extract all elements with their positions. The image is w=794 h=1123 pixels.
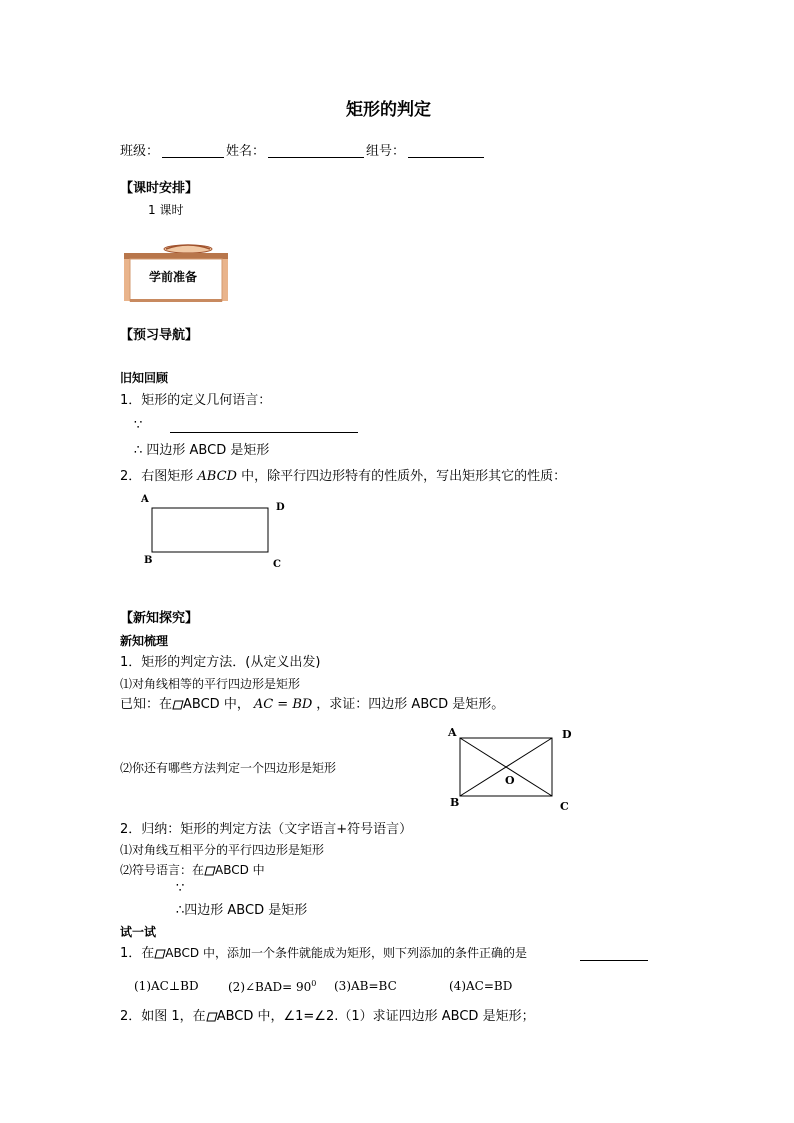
diag-label-b: B	[450, 796, 460, 809]
diag-label-c: C	[560, 800, 569, 813]
method-2-1: ⑴对角线互相平分的平行四边形是矩形	[120, 843, 325, 857]
option-2-text: (2)∠BAD= 90	[228, 980, 312, 994]
trial-q1-blank[interactable]	[580, 960, 648, 961]
parallelogram-icon	[172, 699, 183, 708]
option-4: (4)AC=BD	[449, 979, 513, 993]
diagonal-rectangle-figure	[444, 724, 574, 814]
method-1: 1．矩形的判定方法．(从定义出发)	[120, 655, 321, 670]
preview-heading: 【预习导航】	[120, 328, 199, 343]
rect-label-a: A	[141, 494, 149, 505]
known-abcd: ABCD 中，	[183, 697, 250, 712]
preview-q2	[120, 469, 566, 485]
method-1-1: ⑴对角线相等的平行四边形是矩形	[120, 677, 301, 691]
class-blank[interactable]	[162, 157, 224, 158]
diag-label-d: D	[562, 728, 572, 741]
option-3: (3)AB=BC	[334, 979, 397, 993]
schedule-value: 1 课时	[148, 203, 184, 217]
diag-label-o: O	[505, 774, 515, 787]
sort-title: 新知梳理	[120, 634, 169, 648]
option-1: (1)AC⊥BD	[134, 979, 199, 993]
trial-q2	[120, 1009, 535, 1025]
therefore-line-2: ∴四边形 ABCD 是矩形	[176, 903, 308, 918]
trial-q1	[120, 946, 527, 962]
class-label: 班级：	[120, 144, 160, 159]
q2-suffix: 中，除平行四边形特有的性质外，写出矩形其它的性质：	[236, 469, 567, 484]
trial-q2-suffix: ABCD 中，∠1=∠2.（1）求证四边形 ABCD 是矩形；	[216, 1009, 535, 1024]
therefore-line: ∴ 四边形 ABCD 是矩形	[134, 443, 270, 458]
known-equation: AC = BD	[253, 697, 313, 712]
because-symbol-2: ∵	[176, 881, 185, 896]
parallelogram-icon	[206, 1011, 217, 1020]
name-blank[interactable]	[268, 157, 364, 158]
method-2-2	[120, 863, 265, 877]
rectangle-figure	[138, 492, 288, 572]
group-blank[interactable]	[408, 157, 484, 158]
because-symbol: ∵	[134, 418, 143, 433]
schedule-heading: 【课时安排】	[120, 181, 199, 196]
definition-blank[interactable]	[170, 432, 358, 433]
name-label: 姓名：	[226, 144, 266, 159]
method-1-2: ⑵你还有哪些方法判定一个四边形是矩形	[120, 761, 337, 775]
symbol-abcd: ABCD 中	[215, 863, 265, 877]
trial-title: 试一试	[120, 925, 157, 939]
preview-q1: 1．矩形的定义几何语言：	[120, 393, 272, 408]
trial-q1-prefix: 1．在	[120, 946, 155, 961]
symbol-prefix: ⑵符号语言：在	[120, 863, 205, 877]
banner-label: 学前准备	[149, 270, 198, 284]
method-2: 2．归纳：矩形的判定方法（文字语言+符号语言）	[120, 822, 413, 837]
parallelogram-icon	[154, 948, 165, 957]
group-label: 组号：	[366, 144, 406, 159]
rect-label-b: B	[144, 555, 153, 566]
banner-board	[122, 243, 230, 303]
trial-q1-suffix: ABCD 中，添加一个条件就能成为矩形，则下列添加的条件正确的是	[165, 946, 527, 960]
trial-q2-prefix: 2．如图 1，在	[120, 1009, 206, 1024]
option-2	[228, 979, 316, 994]
known-suffix: ，求证：四边形 ABCD 是矩形。	[316, 697, 505, 712]
known-line	[120, 697, 504, 713]
option-2-sup: 0	[311, 979, 317, 988]
page-title: 矩形的判定	[346, 100, 431, 120]
rect-label-c: C	[273, 559, 281, 570]
known-prefix: 已知：在	[120, 697, 173, 712]
q2-abcd: ABCD	[197, 469, 237, 484]
rect-label-d: D	[276, 502, 285, 513]
diag-label-a: A	[448, 726, 457, 739]
review-title: 旧知回顾	[120, 371, 169, 385]
explore-heading: 【新知探究】	[120, 611, 199, 626]
q2-prefix: 2．右图矩形	[120, 469, 198, 484]
parallelogram-icon	[204, 865, 215, 874]
